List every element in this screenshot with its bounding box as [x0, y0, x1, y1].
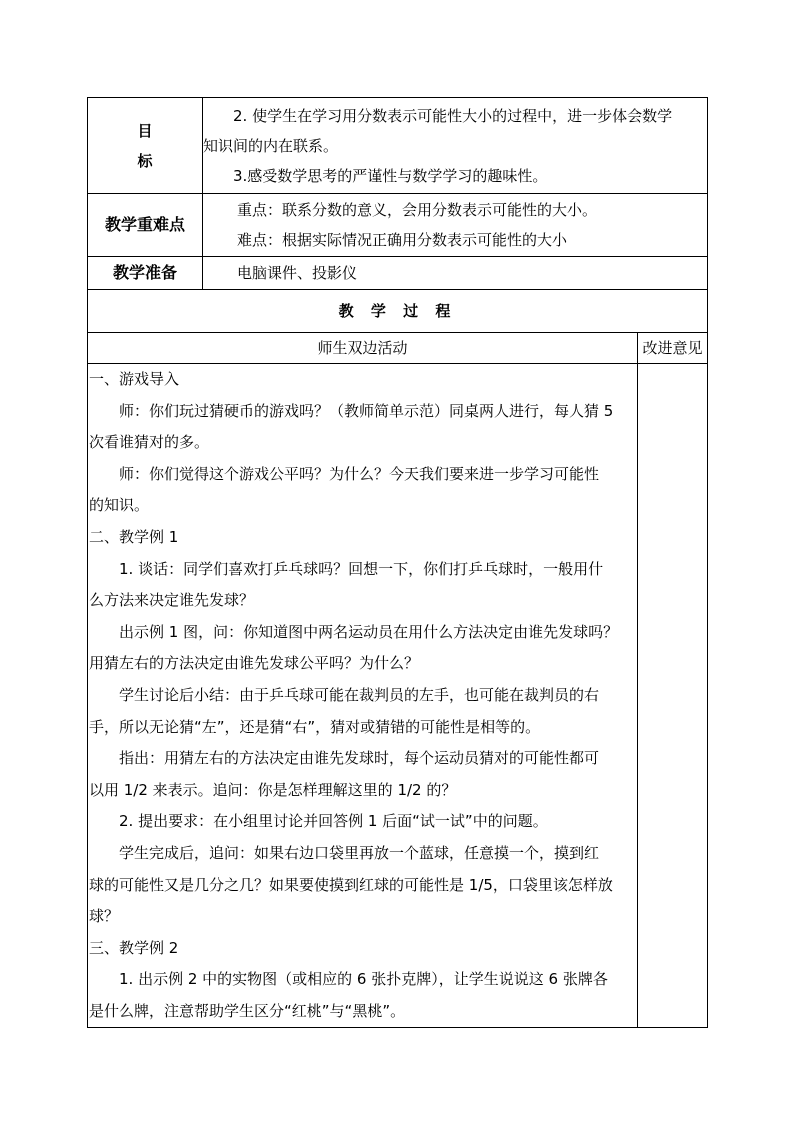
key-difficulty-line: 难点：根据实际情况正确用分数表示可能性的大小	[237, 231, 568, 249]
activity-line: 的知识。	[89, 496, 150, 515]
notes-content-cell	[638, 364, 708, 1028]
goals-content-cell	[203, 98, 708, 194]
activity-line: 用猜左右的方法决定由谁先发球公平吗？为什么？	[89, 654, 420, 673]
activity-line: 么方法来决定谁先发球？	[89, 591, 255, 610]
activity-line: 指出：用猜左右的方法决定由谁先发球时，每个运动员猜对的可能性都可	[119, 749, 600, 768]
lesson-plan-table	[87, 97, 708, 1028]
activity-line: 师：你们玩过猜硬币的游戏吗？（教师简单示范）同桌两人进行，每人猜 5	[119, 401, 614, 420]
goals-row	[88, 98, 708, 194]
activity-line: 2. 提出要求：在小组里讨论并回答例 1 后面“试一试”中的问题。	[119, 812, 548, 831]
activity-line: 师：你们觉得这个游戏公平吗？为什么？今天我们要来进一步学习可能性	[119, 464, 600, 483]
col-activity-header: 师生双边活动	[88, 333, 638, 364]
process-body-row	[88, 364, 708, 1028]
activity-line: 手，所以无论猜“左”，还是猜“右”，猜对或猜错的可能性是相等的。	[89, 717, 541, 736]
key-focus-line: 重点：联系分数的意义，会用分数表示可能性的大小。	[237, 201, 598, 219]
activity-line: 以用 1/2 来表示。追问：你是怎样理解这里的 1/2 的？	[89, 780, 457, 799]
preparation-value: 电脑课件、投影仪	[237, 264, 358, 282]
activity-line: 学生讨论后小结：由于乒乓球可能在裁判员的左手，也可能在裁判员的右	[119, 685, 600, 704]
activity-line: 出示例 1 图，问：你知道图中两名运动员在用什么方法决定由谁先发球吗？	[119, 622, 619, 641]
activity-content-cell	[88, 364, 638, 1028]
activity-line: 1. 谈话：同学们喜欢打乒乓球吗？回想一下，你们打乒乓球时，一般用什	[119, 559, 604, 578]
preparation-content-cell	[203, 257, 708, 290]
activity-line: 二、教学例 1	[89, 527, 179, 546]
goals-label-cell	[88, 98, 203, 194]
key-points-content-cell	[203, 194, 708, 257]
goals-line-1: 2. 使学生在学习用分数表示可能性大小的过程中，进一步体会数学	[233, 106, 673, 125]
activity-line: 球？	[89, 907, 120, 926]
activity-line: 次看谁猜对的多。	[89, 433, 210, 452]
process-title-row	[88, 290, 708, 333]
activity-line: 是什么牌，注意帮助学生区分“红桃”与“黑桃”。	[89, 1001, 406, 1020]
activity-line: 一、游戏导入	[89, 370, 180, 388]
key-points-label: 教学重难点	[88, 194, 203, 257]
goals-line-3: 3.感受数学思考的严谨性与数学学习的趣味性。	[233, 166, 548, 185]
key-points-row	[88, 194, 708, 257]
activity-line: 学生完成后，追问：如果右边口袋里再放一个蓝球，任意摸一个，摸到红	[119, 843, 600, 862]
goals-label-1: 目	[137, 121, 153, 140]
col-notes-header: 改进意见	[638, 333, 708, 364]
activity-line: 球的可能性又是几分之几？如果要使摸到红球的可能性是 1/5，口袋里该怎样放	[89, 875, 613, 894]
activity-line: 三、教学例 2	[89, 938, 179, 957]
process-title: 教 学 过 程	[88, 290, 708, 333]
process-header-row	[88, 333, 708, 364]
goals-label-2: 标	[137, 151, 153, 170]
activity-line: 1. 出示例 2 中的实物图（或相应的 6 张扑克牌），让学生说说这 6 张牌各	[119, 970, 608, 989]
preparation-row	[88, 257, 708, 290]
goals-line-2: 知识间的内在联系。	[203, 136, 339, 155]
preparation-label: 教学准备	[88, 257, 203, 290]
